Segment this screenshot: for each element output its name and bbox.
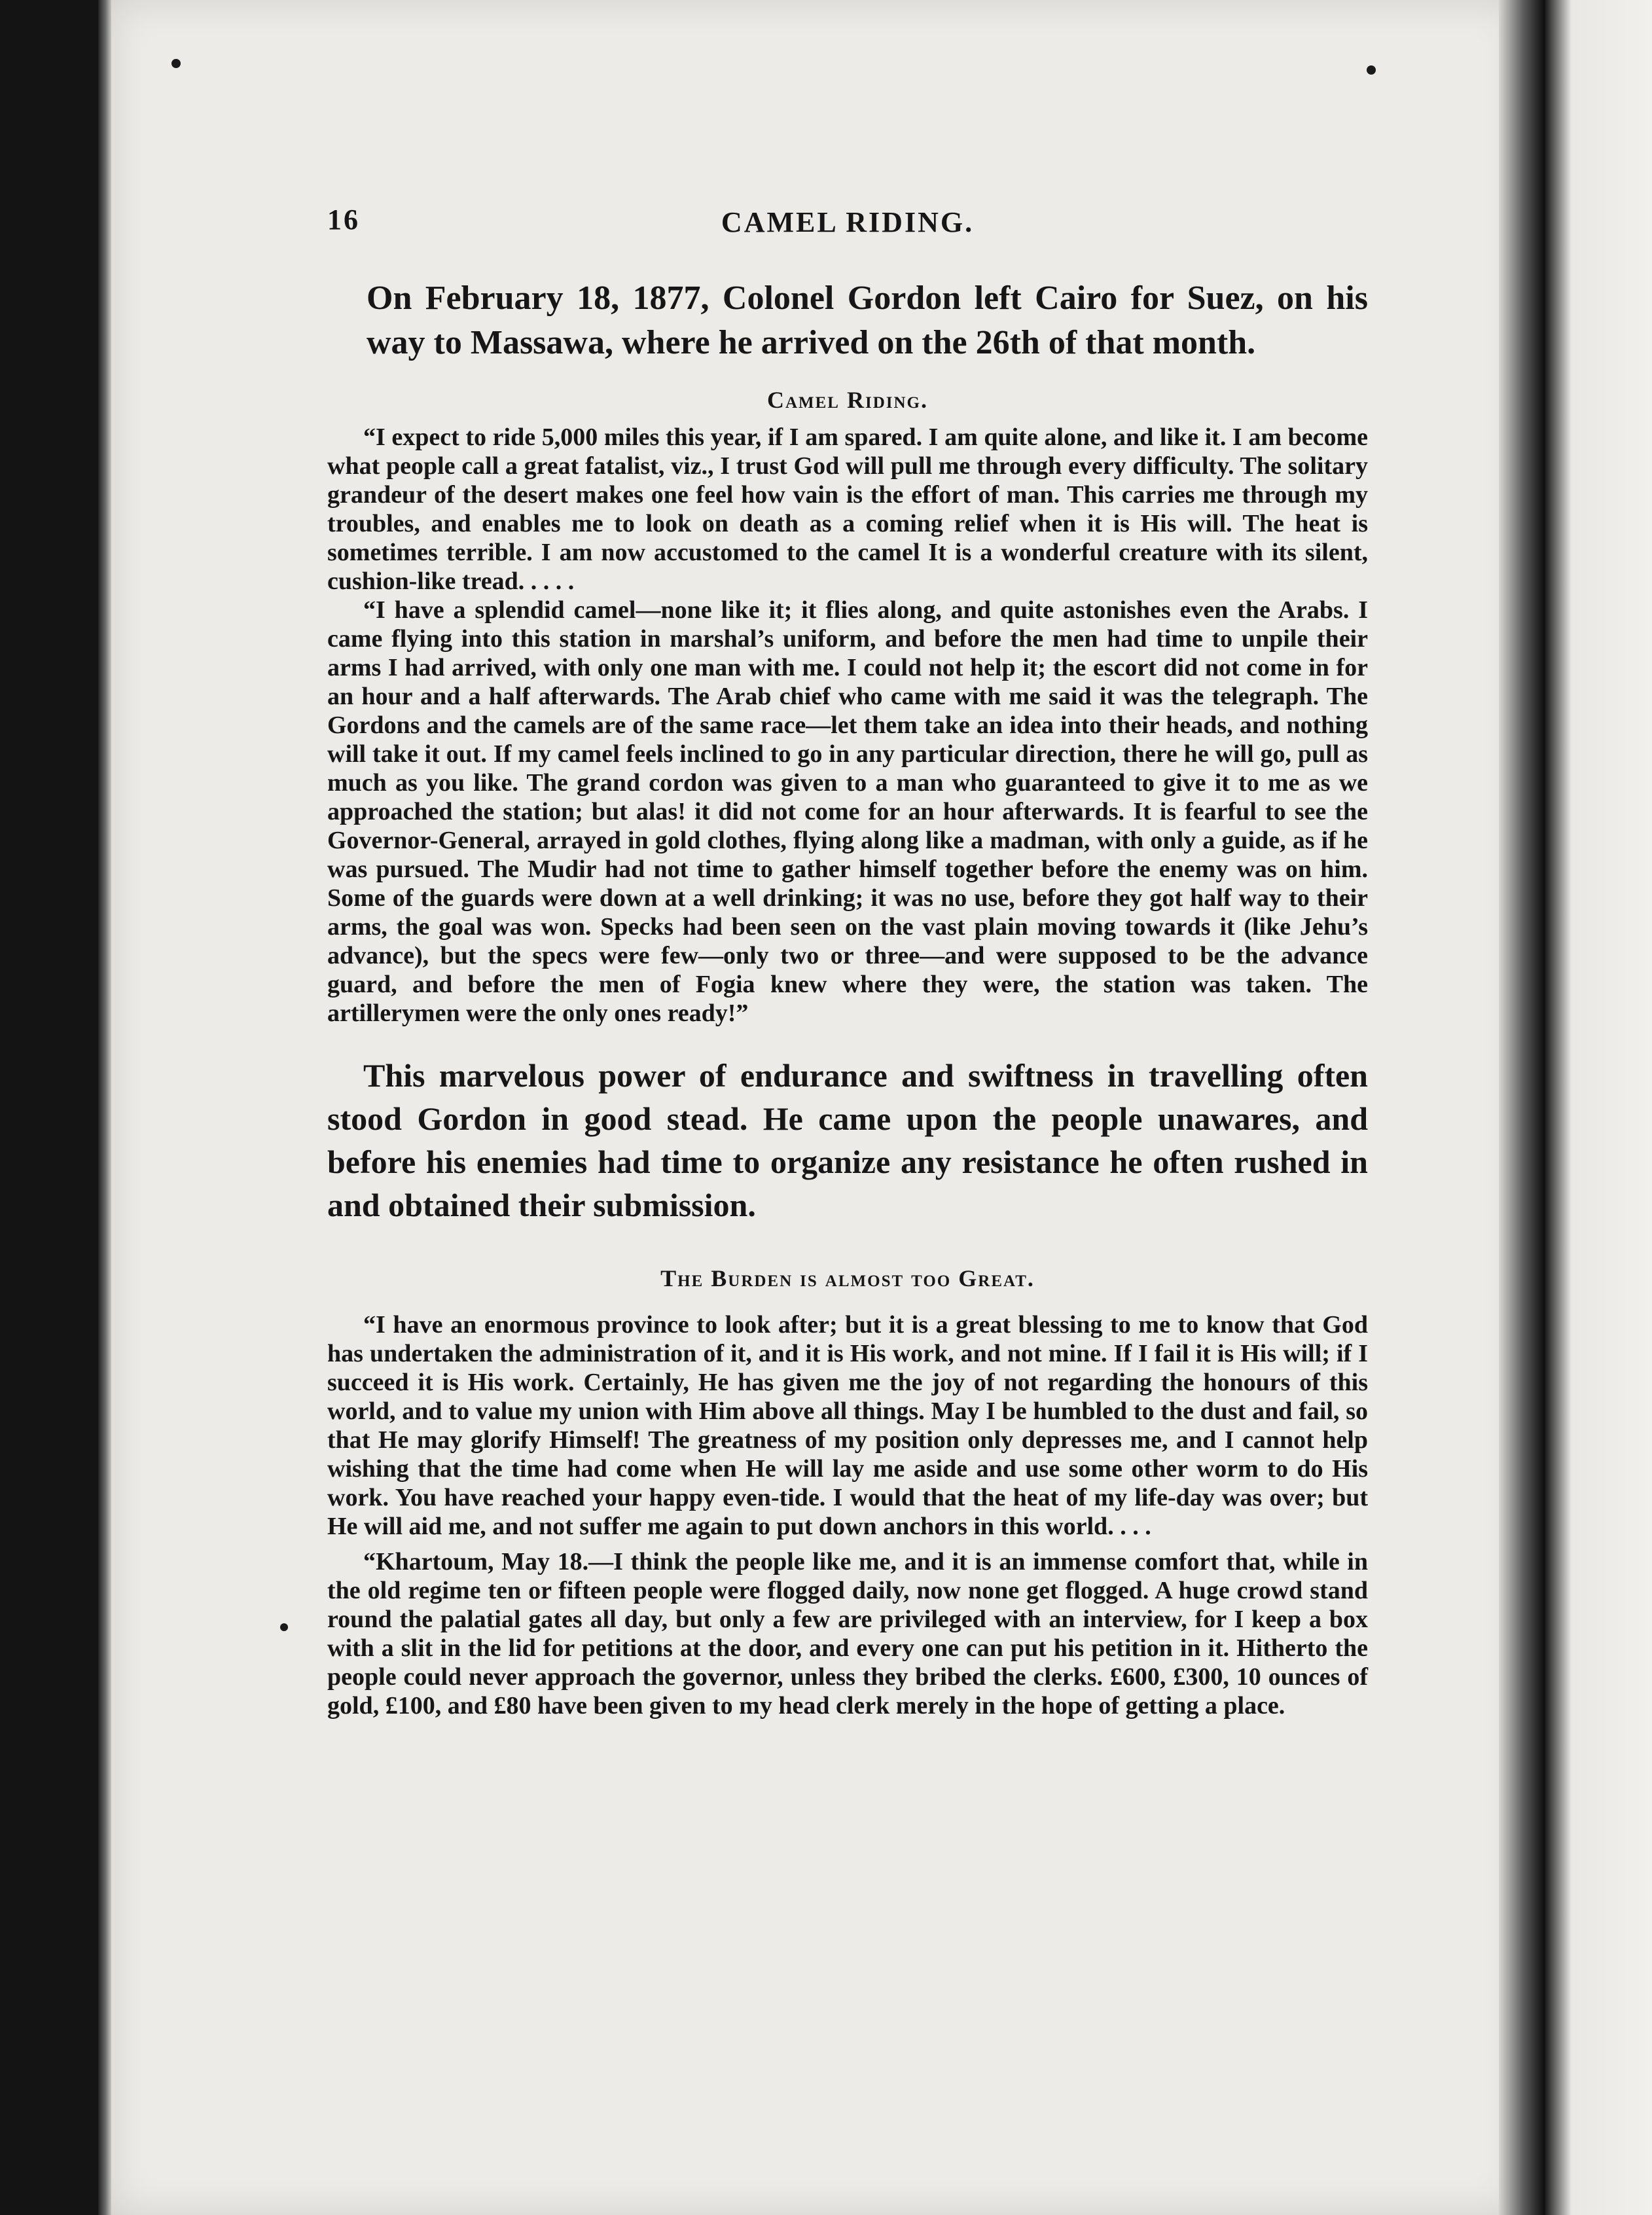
quote-paragraph: “I have a splendid camel—none like it; it flies along, and quite astonishes even the Arabs. I came flying into this station in marshal’s uniform, and before the men had time to unpile their arms I had arrived, with only one man with me. I could not help it; the escort did not come in for an hour and a half afterwards. The Arab chief who came with me said it was the telegraph. The Gordons and the camels are of the same race—let them take an idea into their heads, and nothing will take it out. If my camel feels inclined to go in any particular direction, there he will go, pull as much as you like. The grand cordon was given to a man who guaranteed to give it to me as we approached the station; but alas! it did not come for an hour afterwards. It is fearful to see the Governor-General, arrayed in gold clothes, flying along like a madman, with only a guide, as if he was pursued. The Mudir had not time to gather himself together before the enemy was on him. Some of the guards were down at a well drinking; it was no use, before they got half way to their arms, the goal was won. Specks had been seen on the vast plain moving towards it (like Jehu’s advance), but the specs were few—only two or three—and were supposed to be the advance guard, and before the men of Fogia knew where they were, the station was taken. The artillerymen were the only ones ready!” xyxy=(327,596,1368,1027)
speck-mark xyxy=(280,1623,288,1631)
quoted-letter-1 xyxy=(327,423,1368,1028)
quote-paragraph: “I expect to ride 5,000 miles this year, if I am spared. I am quite alone, and like it. I am become what people call a great fatalist, viz., I trust God will pull me through every difficulty. The solitary grandeur of the desert makes one feel how vain is the effort of man. This carries me through my troubles, and enables me to look on death as a coming relief when it is His will. The heat is sometimes terrible. I am now accustomed to the camel It is a wonderful creature with its silent, cushion-like tread. . . . . xyxy=(327,423,1368,595)
speck-mark xyxy=(1367,65,1376,75)
quoted-letter-2 xyxy=(327,1310,1368,1720)
page-content xyxy=(327,196,1368,1720)
quote-paragraph: “I have an enormous province to look after; but it is a great blessing to me to know that God has undertaken the administration of it, and it is His work, and not mine. If I fail it is His will; if I succeed it is His work. Certainly, He has given me the joy of not regarding the honours of this world, and to value my union with Him above all things. May I be humbled to the dust and fail, so that He may glorify Himself! The greatness of my position only depresses me, and I cannot help wishing that the time had come when He will lay me aside and use some other worm to do His work. You have reached your happy even-tide. I would that the heat of my life-day was over; but He will aid me, and not suffer me again to put down anchors in this world. . . . xyxy=(327,1311,1368,1540)
section-heading-burden: The Burden is almost too Great. xyxy=(660,1265,1035,1291)
speck-mark xyxy=(171,59,181,68)
quote-paragraph: “Khartoum, May 18.—I think the people like me, and it is an immense comfort that, while in the old regime ten or fifteen people were flogged daily, now none get flogged. A huge crowd stand round the palatial gates all day, but only a few are privileged with an interview, for I keep a box with a slit in the lid for petitions at the door, and every one can put his petition in it. Hitherto the people could never approach the governor, unless they bribed the clerks. £600, £300, 10 ounces of gold, £100, and £80 have been given to my head clerk merely in the hope of getting a place. xyxy=(327,1548,1368,1720)
page-number: 16 xyxy=(327,204,360,236)
body-paragraph: This marvelous power of endurance and swiftness in travelling often stood Gordon in good stead. He came upon the people unawares, and before his enemies had time to organize any resistance he often rushed in and obtained their submission. xyxy=(327,1057,1368,1223)
running-head xyxy=(327,196,1368,242)
section-heading-camel-riding: Camel Riding. xyxy=(766,387,928,413)
page-left-edge xyxy=(98,0,113,2215)
facing-page-edge xyxy=(1545,0,1652,2215)
lead-paragraph: On February 18, 1877, Colonel Gordon left Cairo for Suez, on his way to Massawa, where he arrived on the 26th of that month. xyxy=(367,279,1368,361)
book-gutter xyxy=(1499,0,1545,2215)
running-head-title: CAMEL RIDING. xyxy=(721,206,975,238)
